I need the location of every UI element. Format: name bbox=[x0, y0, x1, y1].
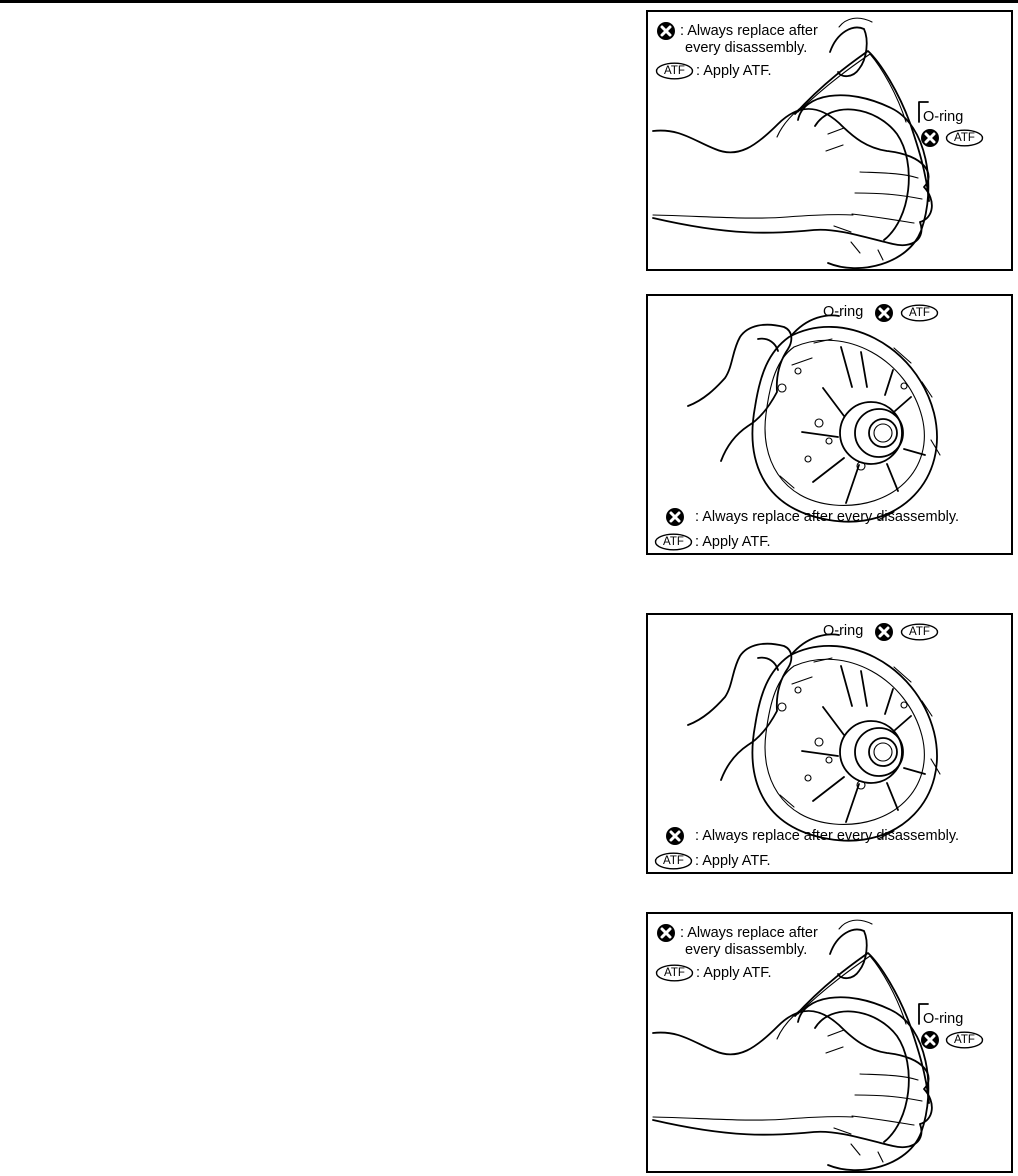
atf-legend-text: : Apply ATF. bbox=[696, 965, 772, 981]
replace-legend-text-line-2: every disassembly. bbox=[685, 40, 808, 56]
replace-part-icon bbox=[665, 826, 685, 846]
replace-part-icon bbox=[665, 507, 685, 527]
atf-legend-text: : Apply ATF. bbox=[695, 853, 771, 869]
replace-legend-text: : Always replace after every disassembly. bbox=[695, 509, 960, 525]
o-ring-label: O-ring bbox=[923, 1011, 964, 1027]
replace-legend-text-line-2: every disassembly. bbox=[685, 942, 808, 958]
replace-part-icon bbox=[920, 1030, 940, 1050]
o-ring-label: O-ring bbox=[823, 623, 864, 639]
atf-symbol-text: ATF bbox=[909, 307, 930, 319]
atf-symbol-text: ATF bbox=[954, 1034, 975, 1046]
atf-symbol-text: ATF bbox=[664, 967, 685, 979]
replace-part-icon bbox=[920, 128, 940, 148]
page-top-rule bbox=[0, 0, 1018, 3]
atf-symbol-text: ATF bbox=[664, 65, 685, 77]
replace-part-icon bbox=[656, 923, 676, 943]
atf-legend-text: : Apply ATF. bbox=[695, 534, 771, 550]
figure-o-ring-installation-4 bbox=[646, 912, 1013, 1173]
figure-o-ring-installation-3 bbox=[646, 613, 1013, 874]
replace-part-icon bbox=[656, 21, 676, 41]
figure-o-ring-installation-2 bbox=[646, 294, 1013, 555]
replace-legend-text: : Always replace after every disassembly. bbox=[695, 828, 960, 844]
replace-legend-text: : Always replace after bbox=[680, 23, 818, 39]
atf-legend-text: : Apply ATF. bbox=[696, 63, 772, 79]
atf-symbol-text: ATF bbox=[663, 536, 684, 548]
o-ring-label: O-ring bbox=[823, 304, 864, 320]
replace-legend-text: : Always replace after bbox=[680, 925, 818, 941]
atf-symbol-text: ATF bbox=[909, 626, 930, 638]
o-ring-label: O-ring bbox=[923, 109, 964, 125]
atf-symbol-text: ATF bbox=[663, 855, 684, 867]
atf-symbol-text: ATF bbox=[954, 132, 975, 144]
figure-o-ring-installation-1 bbox=[646, 10, 1013, 271]
replace-part-icon bbox=[874, 622, 894, 642]
replace-part-icon bbox=[874, 303, 894, 323]
